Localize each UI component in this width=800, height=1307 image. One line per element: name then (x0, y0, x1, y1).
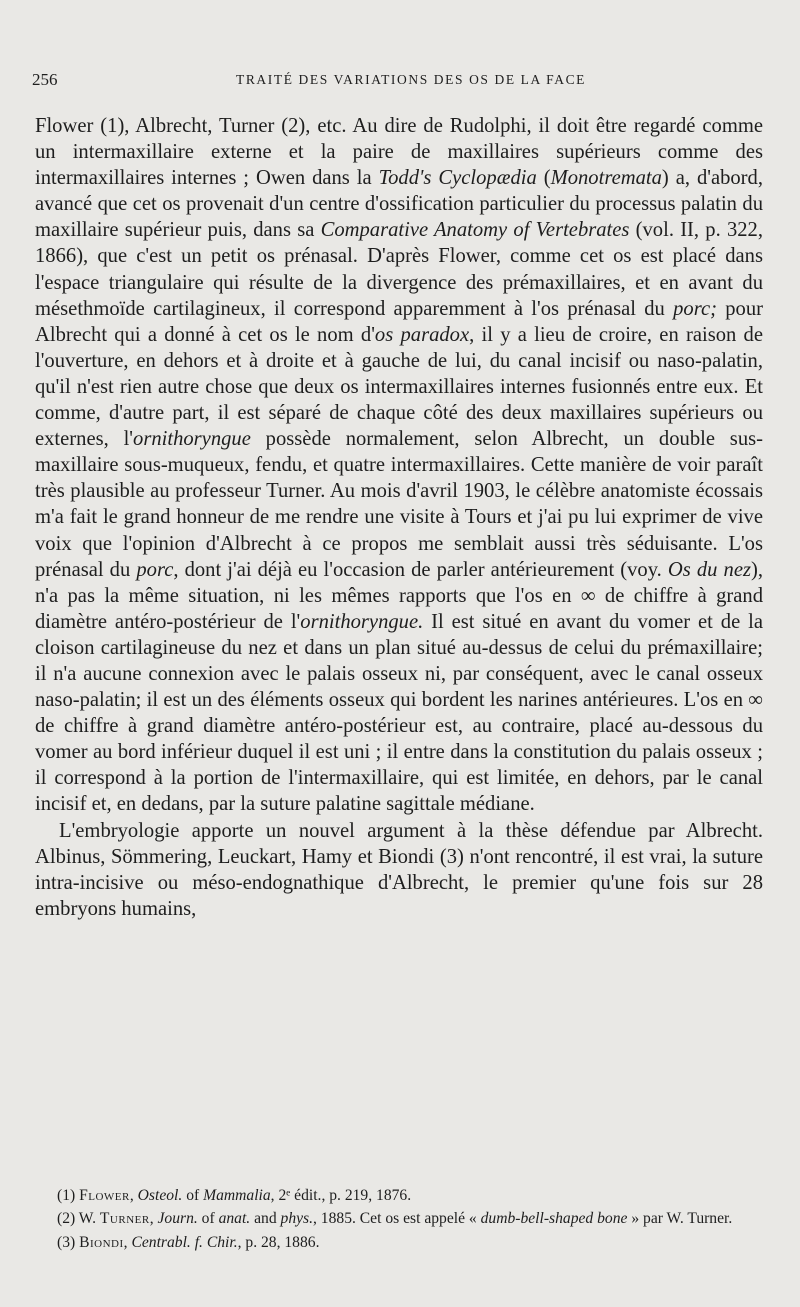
italic-text: dumb-bell-shaped bone (480, 1210, 628, 1228)
text-run: Il est situé en avant du vomer et de la cloison cartilagineuse du nez et dans un plan situé au-dessus de celui du prémaxillaire; il n'a aucune connexion avec le palais osseux ni, par conséquent, avec le canal osseux naso-palatin; il est un des éléments osseux qui bordent les narines antérieures. L'os en ∞ de chiffre à grand diamètre antéro-postérieur est, au contraire, placé au-dessous du vomer au bord inférieur duquel il est uni ; il entre dans la constitution du palais osseux ; il correspond à la portion de l'intermaxillaire, qui est limitée, en dehors, par le canal incisif et, en dedans, par la suture palatine sagittale médiane. (35, 610, 763, 816)
text-run: of (197, 1210, 219, 1228)
footnote-2 (35, 1207, 763, 1230)
text-run: and (250, 1210, 281, 1228)
footnotes (35, 1184, 763, 1254)
text-run: ), n'a pas la même situation, ni les mêmes rapports que l'os en ∞ de chiffre à grand diamètre antéro-postérieur de l' (35, 558, 763, 633)
text-run: , p. 28, 1886. (237, 1233, 320, 1251)
italic-text: Mammalia (203, 1187, 271, 1204)
running-title: TRAITÉ DES VARIATIONS DES OS DE LA FACE (235, 72, 587, 87)
italic-text: ornithoryngue. (300, 610, 424, 633)
author-name: Biondi (79, 1233, 124, 1251)
text-run: , dont j'ai déjà eu l'occasion de parler antérieurement (voy. (173, 558, 668, 581)
italic-text: porc (136, 558, 174, 581)
text-run: Flower (1), Albrecht, Turner (2), etc. Au dire de Rudolphi, il doit être regardé comme un intermaxillaire externe et la paire de maxillaires supérieurs comme des intermaxillaires internes ; Owen dans la (35, 115, 763, 190)
footnote-3 (35, 1231, 763, 1254)
text-run: possède normalement, selon Albrecht, un double sus-maxillaire sous-muqueux, fendu, et quatre intermaxillaires. Cette manière de voir paraît très plausible au professeur Turner. Au mois d'avril 1903, le célèbre anatomiste écossais m'a fait le grand honneur de me rendre une visite à Tours et j'ai pu lui exprimer de vive voix que l'opinion d'Albrecht à ce propos me semblait aussi très séduisante. L'os prénasal du (35, 428, 763, 581)
italic-text: ornithoryngue (133, 428, 251, 451)
text-run: pour Albrecht qui a donné à cet os le nom d' (35, 297, 763, 346)
italic-text: Todd's Cyclopædia (378, 167, 537, 190)
italic-text: phys. (280, 1210, 313, 1228)
text-run: , 1885. Cet os est appelé « (313, 1210, 481, 1228)
italic-text: Os du nez (667, 558, 751, 581)
page-header (32, 70, 760, 96)
text-run: (3) (57, 1233, 80, 1251)
italic-text: os paradox (374, 323, 470, 346)
text-run: , 2ᵉ édit., p. 219, 1876. (270, 1187, 412, 1204)
text-run: ) a, d'abord, avancé que cet os provenait d'un centre d'ossification particulier du processus palatin du maxillaire supérieur puis, dans sa (35, 167, 763, 242)
text-run: ( (536, 167, 551, 190)
text-run: (2) W. (57, 1210, 100, 1228)
text-run: , il y a lieu de croire, en raison de l'ouverture, en dehors et à droite et à gauche de lui, du canal incisif ou naso-palatin, qu'il n'est rien autre chose que deux os intermaxillaires internes fusionnés entre eux. Et comme, d'autre part, il est séparé de chaque côté des deux maxillaires supérieurs ou externes, l' (35, 323, 763, 451)
italic-text: Osteol. (137, 1187, 183, 1204)
footnote-1 (35, 1184, 763, 1207)
text-run: (1) (57, 1187, 80, 1204)
paragraph (35, 818, 763, 922)
italic-text: Monotremata (550, 167, 662, 190)
page-number: 256 (32, 70, 58, 89)
text-run: , (149, 1210, 158, 1228)
italic-text: anat. (218, 1210, 251, 1228)
text-run: (vol. II, p. 322, 1866), que c'est un petit os prénasal. D'après Flower, comme cet os est placé dans l'espace triangulaire qui résulte de la divergence des prémaxillaires, et en avant du mésethmoïde cartilagineux, il correspond apparemment à l'os prénasal du (35, 219, 763, 320)
italic-text: Comparative Anatomy of Vertebrates (320, 219, 630, 242)
italic-text: porc; (673, 297, 717, 320)
italic-text: Centrabl. f. Chir. (131, 1233, 238, 1251)
text-run: of (182, 1187, 204, 1204)
text-run: L'embryologie apporte un nouvel argument à la thèse défendue par Albrecht. Albinus, Sömmering, Leuckart, Hamy et Biondi (3) n'ont rencontré, il est vrai, la suture intra-incisive ou méso-endognathique d'Albrecht, le premier qu'une fois sur 28 embryons humains, (35, 819, 763, 920)
italic-text: Journ. (157, 1210, 198, 1228)
paragraph (35, 113, 763, 818)
text-run: , (129, 1187, 138, 1204)
author-name: Turner (99, 1210, 150, 1228)
author-name: Flower (79, 1187, 130, 1204)
text-run: » par W. Turner. (627, 1210, 733, 1228)
text-run: , (123, 1233, 132, 1251)
body-text (35, 113, 763, 922)
